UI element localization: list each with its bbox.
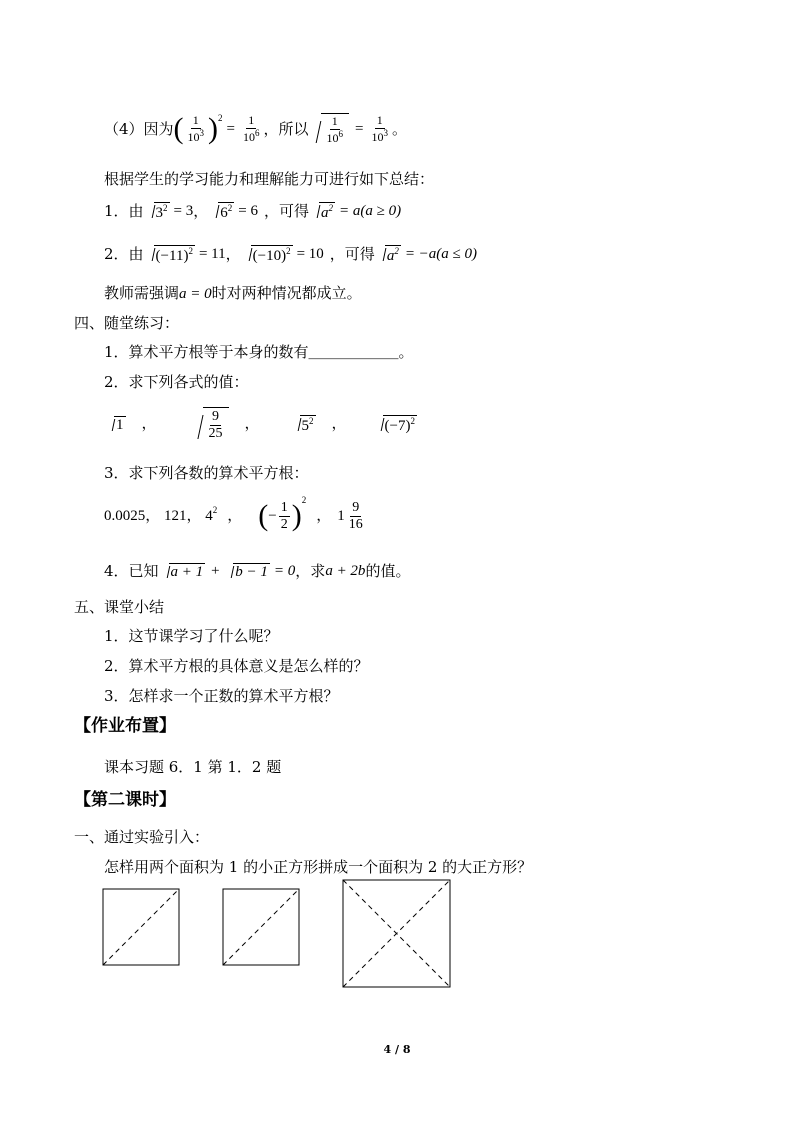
small-square-figure-2: [222, 888, 302, 968]
homework-title: 【作业布置】: [74, 716, 176, 736]
summary-question-1: 1．这节课学习了什么呢？: [104, 627, 279, 645]
practice-4: 4．已知 a + 1 + b − 1 = 0 ，求 a + 2b 的值。: [104, 561, 411, 580]
page-number: 4 / 8: [383, 1043, 411, 1056]
formula-sqrt-frac: $\frac{1}{10^6}$ = $\frac{1}{10^3}$: [309, 113, 392, 144]
section-5-title: 五、课堂小结: [74, 598, 165, 616]
example-4-line: [104, 112, 407, 146]
summary-item-1: 1．由 $3^2$ = 3 ， $6^2$ = 6 ，可得 $a^2$ = a(a ≥ 0): [104, 201, 402, 221]
summary-question-2: 2．算术平方根的具体意义是怎么样的？: [104, 657, 369, 675]
section-4-title: 四、随堂练习：: [74, 314, 180, 332]
lesson-2-title: 【第二课时】: [74, 790, 176, 810]
summary-item-2: 2．由 $(-11)^2$ = 11 ， $(-10)^2$ = 10 ，可得 $a^2$ = −a(a ≤ 0): [104, 244, 478, 264]
text-l1-prefix: （4）因为: [104, 119, 174, 138]
small-square-figure-1: [102, 888, 182, 968]
experiment-question: 怎样用两个面积为 1 的小正方形拼成一个面积为 2 的大正方形？: [104, 858, 533, 876]
summary-question-3: 3．怎样求一个正数的算术平方根？: [104, 687, 339, 705]
large-square-figure: [342, 879, 452, 989]
teacher-note: 教师需强调a = 0时对两种情况都成立。: [104, 284, 362, 302]
text-l1-end: 。: [392, 119, 408, 138]
summary-intro: 根据学生的学习能力和理解能力可进行如下总结：: [104, 170, 435, 188]
practice-2-expressions: 1 ， $\frac{9}{25}$ ， $5^2$ ， $(-7)^2$: [104, 404, 419, 444]
practice-3: 3．求下列各数的算术平方根：: [104, 464, 309, 482]
practice-3-numbers: 0.0025， 121， 4 2 ， ( − $\frac{1}{2}$ ) 2 ， 1 $\frac{9}{16}$: [104, 495, 363, 532]
formula-frac-squared: ( $\frac{1}{10^3}$ ) 2 = $\frac{1}{10^6}$: [173, 112, 260, 145]
text-l1-mid: ，所以: [263, 119, 309, 138]
homework-text: 课本习题 6．1 第 1．2 题: [104, 758, 282, 776]
practice-1: 1．算术平方根等于本身的数有＿＿＿＿＿＿。: [104, 343, 414, 361]
practice-2: 2．求下列各式的值：: [104, 373, 249, 391]
section-1-title: 一、通过实验引入：: [74, 828, 210, 846]
